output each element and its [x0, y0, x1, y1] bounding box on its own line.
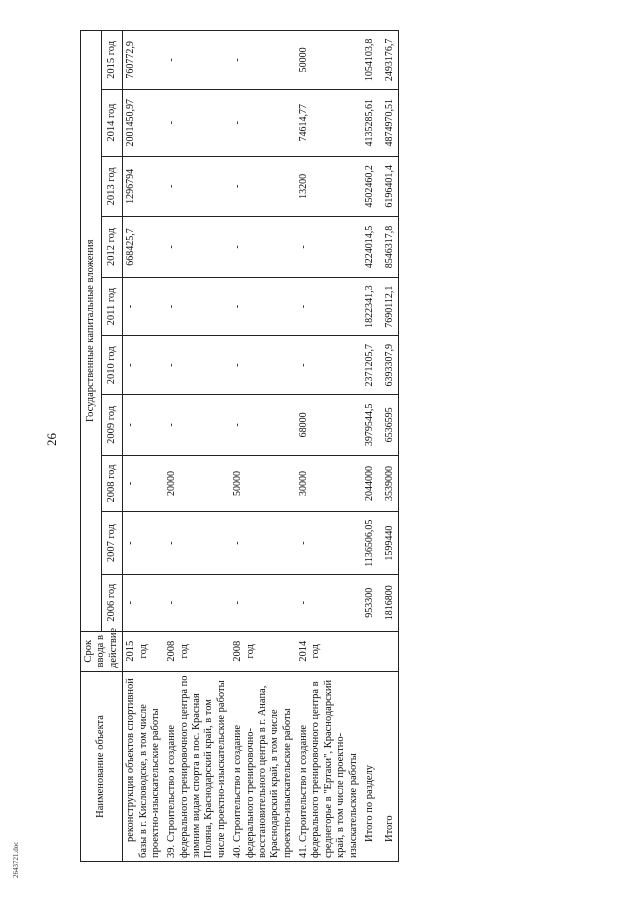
object-name-cell	[382, 671, 399, 861]
value-cell: 74614,77	[296, 89, 362, 156]
value-cell: -	[164, 217, 230, 278]
header-year: 2014 год	[102, 89, 123, 156]
value-cell: 50000	[296, 31, 362, 90]
value-cell: -	[123, 512, 165, 575]
value-cell: -	[164, 395, 230, 456]
header-year: 2013 год	[102, 156, 123, 217]
capital-investments-table	[80, 30, 399, 862]
header-year: 2012 год	[102, 217, 123, 278]
term-cell: 2014 год	[296, 631, 362, 671]
value-cell: -	[164, 31, 230, 90]
value-cell: 8546317,8	[382, 217, 399, 278]
value-cell: 1822341,3	[362, 277, 382, 336]
object-name-cell	[296, 671, 362, 861]
value-cell: -	[164, 336, 230, 395]
document-footer: 2643721.doc	[12, 841, 20, 878]
header-group: Государственные капитальные вложения	[81, 31, 102, 632]
value-cell: 668425,7	[123, 217, 165, 278]
object-name: Строительство и создание федерального тренировочного центра в среднегорье в "Ертаки", Краснодарский край, в том числе проектно-изыскательские работы	[298, 679, 359, 858]
value-cell: -	[296, 336, 362, 395]
table-row	[382, 31, 399, 862]
object-name-cell	[164, 671, 230, 861]
value-cell: 760772,9	[123, 31, 165, 90]
value-cell: -	[164, 277, 230, 336]
value-cell: -	[230, 156, 296, 217]
object-name: Строительство и создание федерального тренировочно-восстановительного центра в г. Анапа, Краснодарский край, в том числе проектно-изыскательские работы	[232, 685, 293, 858]
value-cell: 4874970,51	[382, 89, 399, 156]
value-cell: -	[123, 395, 165, 456]
value-cell: 20000	[164, 455, 230, 512]
value-cell: -	[230, 217, 296, 278]
table-body	[123, 31, 399, 862]
value-cell: -	[230, 574, 296, 631]
page-number: 26	[44, 433, 59, 446]
value-cell: -	[123, 574, 165, 631]
object-name-cell	[123, 671, 165, 861]
row-number: 40.	[232, 844, 244, 858]
value-cell: -	[296, 574, 362, 631]
value-cell: -	[123, 277, 165, 336]
value-cell: 30000	[296, 455, 362, 512]
value-cell: 50000	[230, 455, 296, 512]
value-cell: 1136506,05	[362, 512, 382, 575]
object-name: реконструкция объектов спортивной базы в г. Кисловодске, в том числе проектно-изыскательские работы	[125, 678, 161, 858]
header-year: 2008 год	[102, 455, 123, 512]
header-year: 2011 год	[102, 277, 123, 336]
value-cell: -	[164, 574, 230, 631]
value-cell: -	[164, 156, 230, 217]
header-year: 2015 год	[102, 31, 123, 90]
header-row-top	[81, 31, 102, 862]
value-cell: -	[123, 455, 165, 512]
value-cell: 953300	[362, 574, 382, 631]
table-row	[164, 31, 230, 862]
value-cell: -	[164, 512, 230, 575]
row-number: 41.	[298, 844, 309, 858]
value-cell: 7690112,1	[382, 277, 399, 336]
value-cell: 2371205,7	[362, 336, 382, 395]
term-cell: 2008 год	[230, 631, 296, 671]
table-row	[123, 31, 165, 862]
value-cell: 4135285,61	[362, 89, 382, 156]
row-number: 39.	[166, 844, 178, 858]
value-cell: 3539000	[382, 455, 399, 512]
value-cell: 6393307,9	[382, 336, 399, 395]
value-cell: 68000	[296, 395, 362, 456]
value-cell: -	[296, 217, 362, 278]
value-cell: 3979544,5	[362, 395, 382, 456]
table-row	[296, 31, 362, 862]
object-name-cell	[362, 671, 382, 861]
value-cell: -	[123, 336, 165, 395]
value-cell: 2001450,97	[123, 89, 165, 156]
value-cell: 1054103,8	[362, 31, 382, 90]
value-cell: 1599440	[382, 512, 399, 575]
value-cell: 2493176,7	[382, 31, 399, 90]
header-year: 2010 год	[102, 336, 123, 395]
value-cell: 1296794	[123, 156, 165, 217]
value-cell: -	[230, 395, 296, 456]
term-cell: 2008 год	[164, 631, 230, 671]
header-year: 2009 год	[102, 395, 123, 456]
value-cell: -	[230, 336, 296, 395]
header-year: 2006 год	[102, 574, 123, 631]
value-cell: -	[230, 277, 296, 336]
value-cell: -	[230, 31, 296, 90]
value-cell: 2044000	[362, 455, 382, 512]
value-cell: 13200	[296, 156, 362, 217]
value-cell: -	[164, 89, 230, 156]
table-row	[362, 31, 382, 862]
term-cell	[362, 631, 382, 671]
value-cell: -	[230, 512, 296, 575]
value-cell: -	[230, 89, 296, 156]
object-name: Строительство и создание федерального тренировочного центра по зимним видам спорта в пос. Красная Поляна, Краснодарский край, в том числе проектно-изыскательские работы	[166, 675, 227, 858]
value-cell: 4224014,5	[362, 217, 382, 278]
object-name: Итого	[383, 815, 395, 842]
value-cell: 6536595	[382, 395, 399, 456]
value-cell: 6196401,4	[382, 156, 399, 217]
object-name: Итого по разделу	[363, 764, 375, 842]
value-cell: -	[296, 277, 362, 336]
object-name-cell	[230, 671, 296, 861]
header-name: Наименование объекта	[81, 671, 123, 861]
value-cell: 1816800	[382, 574, 399, 631]
header-term: Срок ввода в действие	[81, 631, 123, 671]
value-cell: -	[296, 512, 362, 575]
header-year: 2007 год	[102, 512, 123, 575]
rotated-table-wrapper	[80, 30, 536, 862]
table-row	[230, 31, 296, 862]
term-cell: 2015 год	[123, 631, 165, 671]
term-cell	[382, 631, 399, 671]
value-cell: 4502460,2	[362, 156, 382, 217]
